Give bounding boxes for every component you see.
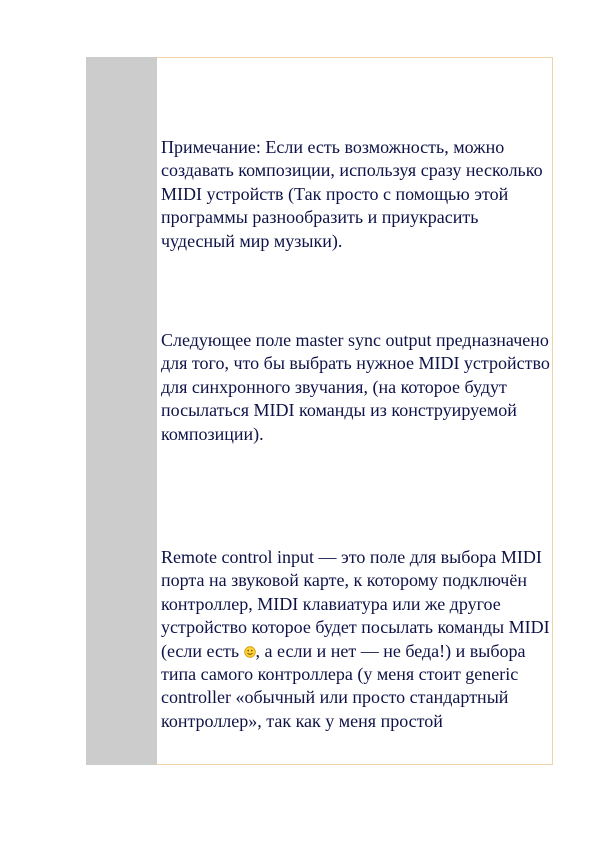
paragraph-master-sync: Следующее поле master sync output предназначено для того, что бы выбрать нужное MIDI устройство для синхронного звучания, (на которое будут посылаться MIDI команды из конструируемой композиции). [161,330,550,444]
paragraph-remote-control [161,546,553,733]
paragraph-remote-control-part-1: Remote control input — это поле для выбора MIDI порта на звуковой карте, к которому подключён контроллер, MIDI клавиатура или же другое устройство которое будет посылать команды MIDI (если есть [161,547,550,661]
paragraph-remote-control-part-2: , а если и нет — не беда!) и выбора типа самого контроллера (у меня стоит generic controller «обычный или просто стандартный контроллер», так как у меня простой [161,640,526,731]
left-margin-bar [86,57,157,765]
content-frame [157,57,553,765]
smiley-face-icon [244,641,256,653]
paragraph-note: Примечание: Если есть возможность, можно создавать композиции, используя сразу несколько MIDI устройств (Так просто с помощью этой программы разнообразить и приукрасить чудесный мир музыки). [161,137,543,251]
